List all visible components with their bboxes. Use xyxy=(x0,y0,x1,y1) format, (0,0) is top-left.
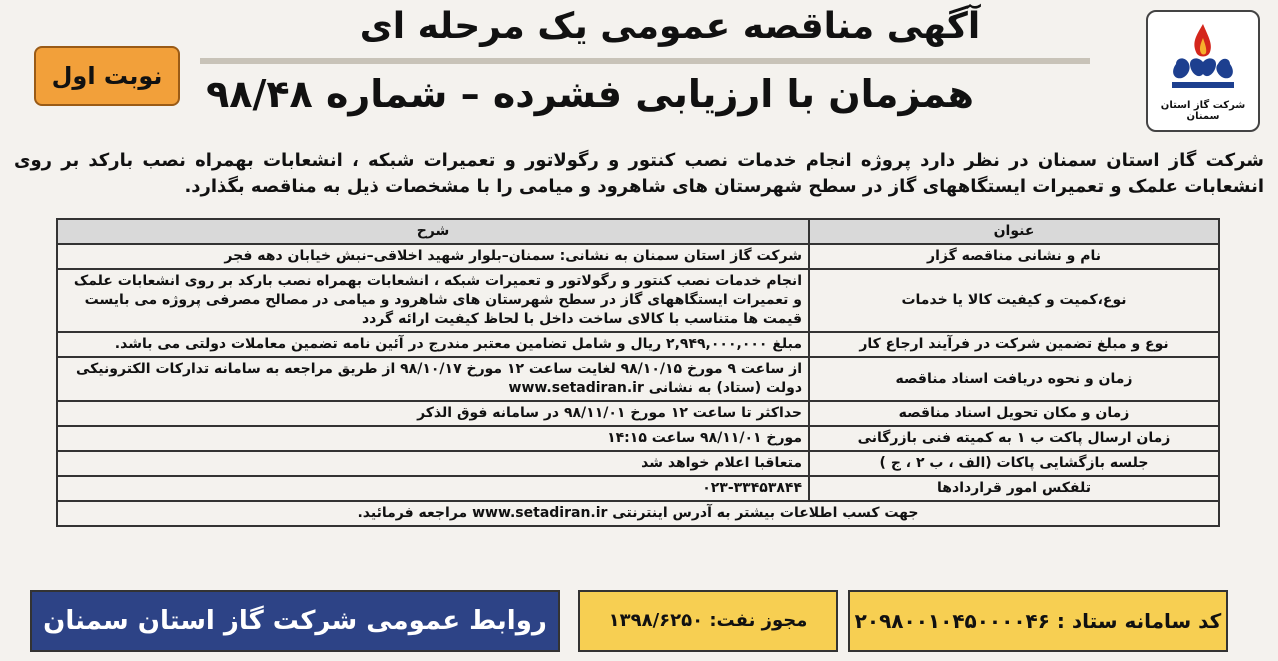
row-title: زمان و نحوه دریافت اسناد مناقصه xyxy=(809,357,1219,401)
row-description: از ساعت ۹ مورخ ۹۸/۱۰/۱۵ لغایت ساعت ۱۲ مورخ ۹۸/۱۰/۱۷ از طریق مراجعه به سامانه تدارکات الکترونیکی دولت (ستاد) به نشانی www.setadiran.ir xyxy=(57,357,809,401)
table-row xyxy=(57,401,1219,426)
table-row xyxy=(57,332,1219,357)
column-header-description: شرح xyxy=(57,219,809,244)
table-footer-row xyxy=(57,501,1219,526)
details-table xyxy=(56,218,1220,527)
notice-footer xyxy=(0,590,1278,658)
setad-code-box: کد سامانه ستاد : ۲۰۹۸۰۰۱۰۴۵۰۰۰۰۴۶ xyxy=(848,590,1228,652)
company-logo-text: شرکت گاز استان سمنان xyxy=(1160,100,1246,122)
row-title: نوع و مبلغ تضمین شرکت در فرآیند ارجاع کار xyxy=(809,332,1219,357)
table-row xyxy=(57,269,1219,332)
row-description: انجام خدمات نصب کنتور و رگولاتور و تعمیرات شبکه ، انشعابات بهمراه نصب بارکد بر روی انشعابات علمک و تعمیرات ایستگاههای گاز در سطح شهرستان های شاهرود و میامی در مصالح مصرفی پروژه می بایست قیمت ها متناسب با کالای ساخت داخل با لحاظ کیفیت ارائه گردد xyxy=(57,269,809,332)
table-row xyxy=(57,451,1219,476)
intro-paragraph: شرکت گاز استان سمنان در نظر دارد پروژه انجام خدمات نصب کنتور و رگولاتور و تعمیرات شبکه ، انشعابات بهمراه نصب بارکد بر روی انشعابات علمک و تعمیرات ایستگاههای گاز در سطح شهرستان های شاهرود و میامی را با مشخصات ذیل به مناقصه بگذارد. xyxy=(14,150,1264,197)
public-relations-box: روابط عمومی شرکت گاز استان سمنان xyxy=(30,590,560,652)
row-description: متعاقبا اعلام خواهد شد xyxy=(57,451,809,476)
row-description: شرکت گاز استان سمنان به نشانی: سمنان–بلوار شهید اخلاقی–نبش خیابان دهه فجر xyxy=(57,244,809,269)
table-row xyxy=(57,244,1219,269)
notice-header xyxy=(0,0,1278,140)
notice-title: آگهی مناقصه عمومی یک مرحله ای xyxy=(359,6,981,47)
gas-flame-logo-icon xyxy=(1158,18,1248,98)
table-footer-note: جهت کسب اطلاعات بیشتر به آدرس اینترنتی www.setadiran.ir مراجعه فرمائید. xyxy=(57,501,1219,526)
row-description: مبلغ ۲,۹۴۹,۰۰۰,۰۰۰ ریال و شامل تضامین معتبر مندرج در آئین نامه تضمین معاملات دولتی می باشد. xyxy=(57,332,809,357)
row-description: ۰۲۳-۳۳۴۵۳۸۴۴ xyxy=(57,476,809,501)
row-title: زمان و مکان تحویل اسناد مناقصه xyxy=(809,401,1219,426)
table-row xyxy=(57,476,1219,501)
row-description: حداکثر تا ساعت ۱۲ مورخ ۹۸/۱۱/۰۱ در سامانه فوق الذکر xyxy=(57,401,809,426)
table-row xyxy=(57,357,1219,401)
row-title: نام و نشانی مناقصه گزار xyxy=(809,244,1219,269)
notice-subtitle: همزمان با ارزیابی فشرده – شماره ۹۸/۴۸ xyxy=(206,72,974,116)
title-divider xyxy=(200,58,1090,64)
row-title: تلفکس امور قراردادها xyxy=(809,476,1219,501)
company-logo xyxy=(1146,10,1260,132)
row-title: جلسه بازگشایی پاکات (الف ، ب ۲ ، ج ) xyxy=(809,451,1219,476)
row-description: مورخ ۹۸/۱۱/۰۱ ساعت ۱۴:۱۵ xyxy=(57,426,809,451)
row-title: نوع،کمیت و کیفیت کالا یا خدمات xyxy=(809,269,1219,332)
table-row xyxy=(57,426,1219,451)
column-header-title: عنوان xyxy=(809,219,1219,244)
round-badge: نوبت اول xyxy=(34,46,180,106)
table-header-row xyxy=(57,219,1219,244)
row-title: زمان ارسال پاکت ب ۱ به کمیته فنی بازرگانی xyxy=(809,426,1219,451)
oil-permit-box: مجوز نفت: ۱۳۹۸/۶۲۵۰ xyxy=(578,590,838,652)
